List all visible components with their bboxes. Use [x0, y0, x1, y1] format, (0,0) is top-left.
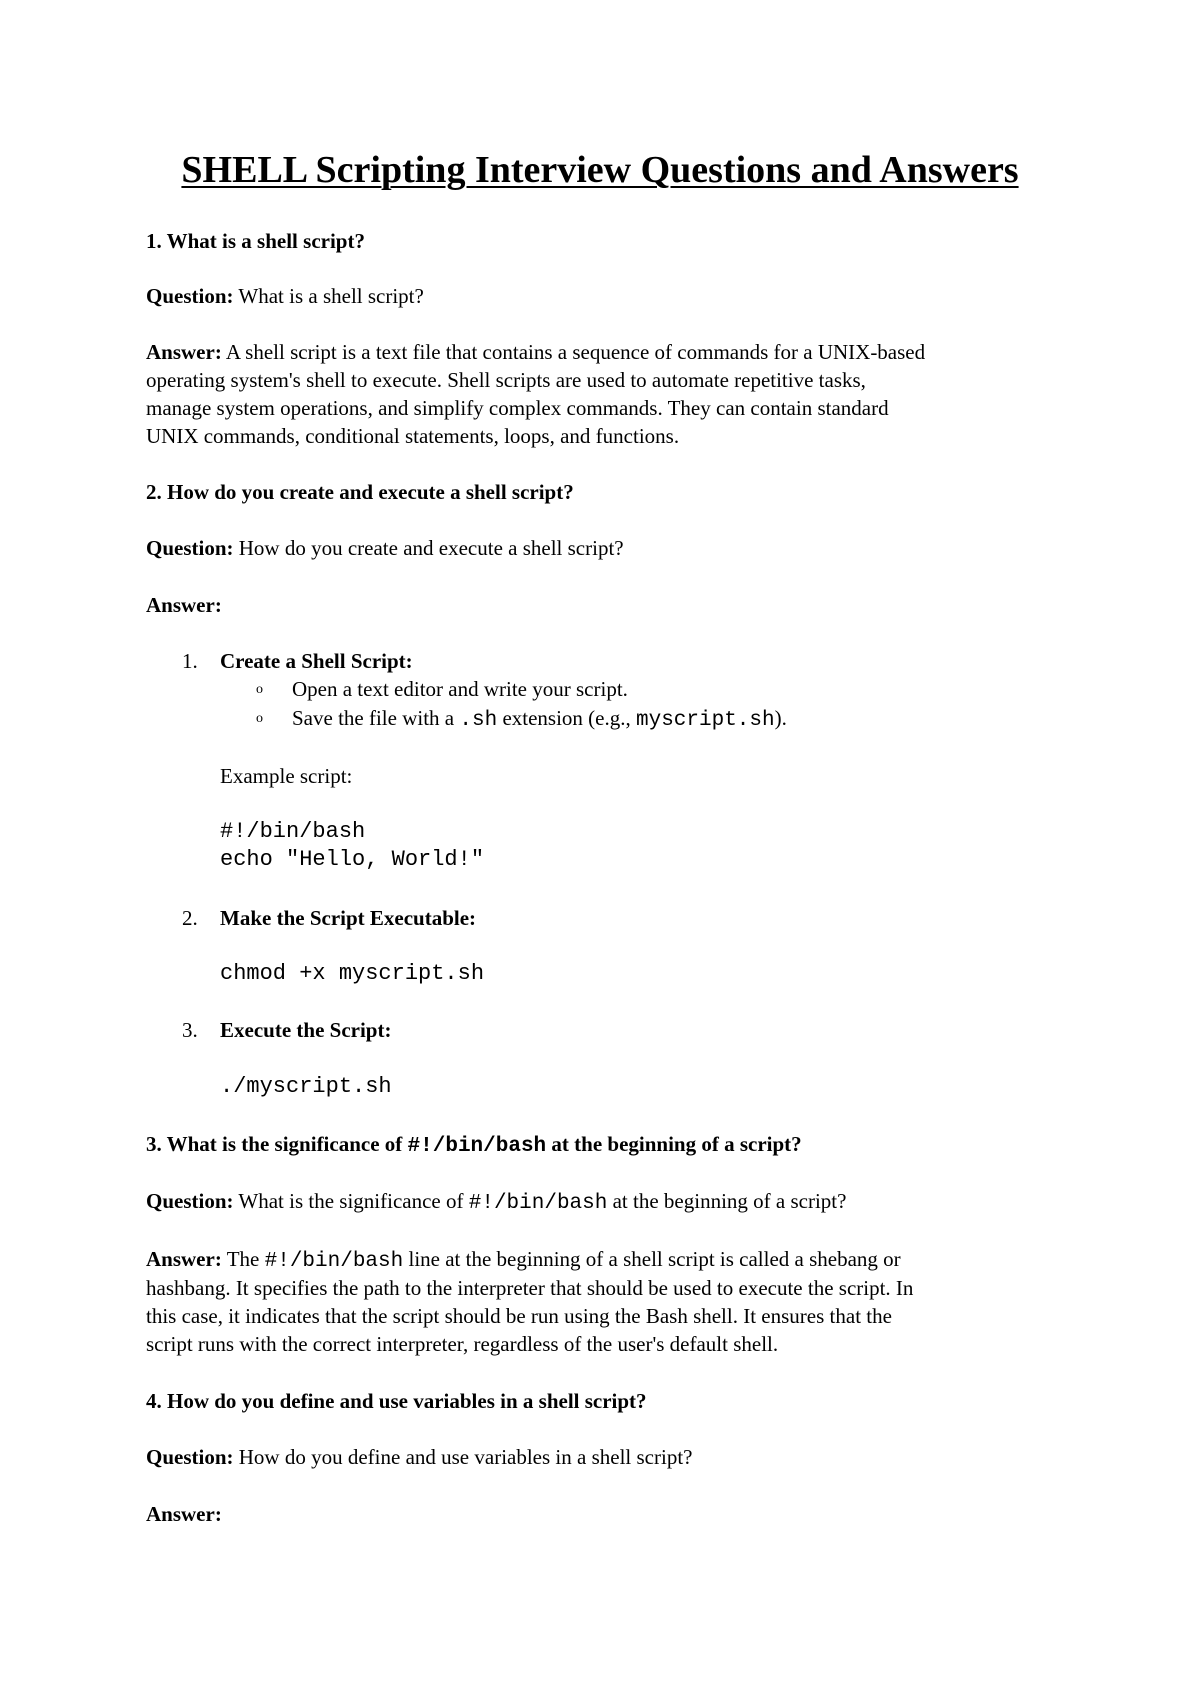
q1-answer-line — [146, 338, 925, 366]
code-line: #!/bin/bash — [220, 819, 366, 844]
question-label: Question: — [146, 1445, 234, 1469]
inline-code: #!/bin/bash — [468, 1192, 608, 1215]
q1-question — [146, 282, 424, 310]
q1-answer-text: A shell script is a text file that contains a sequence of commands for a UNIX-based — [225, 340, 926, 364]
code-line: ./myscript.sh — [220, 1074, 392, 1099]
step-label: Execute the Script: — [220, 1018, 392, 1042]
step-label: Make the Script Executable: — [220, 906, 477, 930]
q3-answer-line — [146, 1245, 901, 1276]
q4-answer-label: Answer: — [146, 1502, 222, 1526]
q3-question — [146, 1187, 846, 1218]
q2-question-text: How do you create and execute a shell script? — [238, 536, 624, 560]
q4-question — [146, 1443, 692, 1471]
answer-part: The — [226, 1247, 265, 1271]
inline-code: .sh — [459, 709, 498, 732]
bullet-icon: o — [256, 711, 263, 726]
bullet-text-part: Save the file with a — [292, 706, 460, 730]
step-number: 1. — [182, 649, 198, 673]
bullet-icon: o — [256, 682, 263, 697]
question-label: Question: — [146, 536, 234, 560]
answer-label: Answer: — [146, 340, 222, 364]
step-number: 2. — [182, 906, 198, 930]
q1-answer-line: UNIX commands, conditional statements, loops, and functions. — [146, 424, 680, 448]
step-label: Create a Shell Script: — [220, 649, 413, 673]
q1-answer-line: operating system's shell to execute. Shell scripts are used to automate repetitive tasks, — [146, 368, 866, 392]
q2-heading: 2. How do you create and execute a shell script? — [146, 480, 574, 504]
q3-answer-line: hashbang. It specifies the path to the interpreter that should be used to execute the script. In — [146, 1276, 914, 1300]
q3-answer-line: this case, it indicates that the script should be run using the Bash shell. It ensures that the — [146, 1304, 892, 1328]
question-label: Question: — [146, 284, 234, 308]
q1-answer-line: manage system operations, and simplify complex commands. They can contain standard — [146, 396, 889, 420]
answer-part: line at the beginning of a shell script is called a shebang or — [403, 1247, 901, 1271]
code-line: echo "Hello, World!" — [220, 847, 485, 872]
q4-question-text: How do you define and use variables in a shell script? — [238, 1445, 693, 1469]
q2-answer-label: Answer: — [146, 593, 222, 617]
q1-heading: 1. What is a shell script? — [146, 229, 365, 253]
q2-question — [146, 534, 624, 562]
example-label: Example script: — [220, 764, 353, 788]
bullet-text-part: ). — [774, 706, 787, 730]
question-label: Question: — [146, 1189, 234, 1213]
q1-question-text: What is a shell script? — [238, 284, 424, 308]
code-line: chmod +x myscript.sh — [220, 961, 485, 986]
inline-code: #!/bin/bash — [264, 1250, 404, 1273]
bullet-text: Open a text editor and write your script. — [292, 677, 628, 701]
bullet-text — [292, 704, 787, 735]
answer-label: Answer: — [146, 1247, 222, 1271]
question-part: at the beginning of a script? — [607, 1189, 847, 1213]
question-part: What is the significance of — [238, 1189, 469, 1213]
heading-part: at the beginning of a script? — [546, 1132, 802, 1156]
step-number: 3. — [182, 1018, 198, 1042]
q4-heading: 4. How do you define and use variables in a shell script? — [146, 1389, 647, 1413]
heading-part: 3. What is the significance of — [146, 1132, 408, 1156]
q3-answer-line: script runs with the correct interpreter, regardless of the user's default shell. — [146, 1332, 779, 1356]
inline-code: myscript.sh — [635, 709, 775, 732]
bullet-text-part: extension (e.g., — [497, 706, 636, 730]
q3-heading — [146, 1130, 802, 1161]
page-title: SHELL Scripting Interview Questions and Answers — [181, 149, 1019, 191]
inline-code: #!/bin/bash — [407, 1135, 547, 1158]
